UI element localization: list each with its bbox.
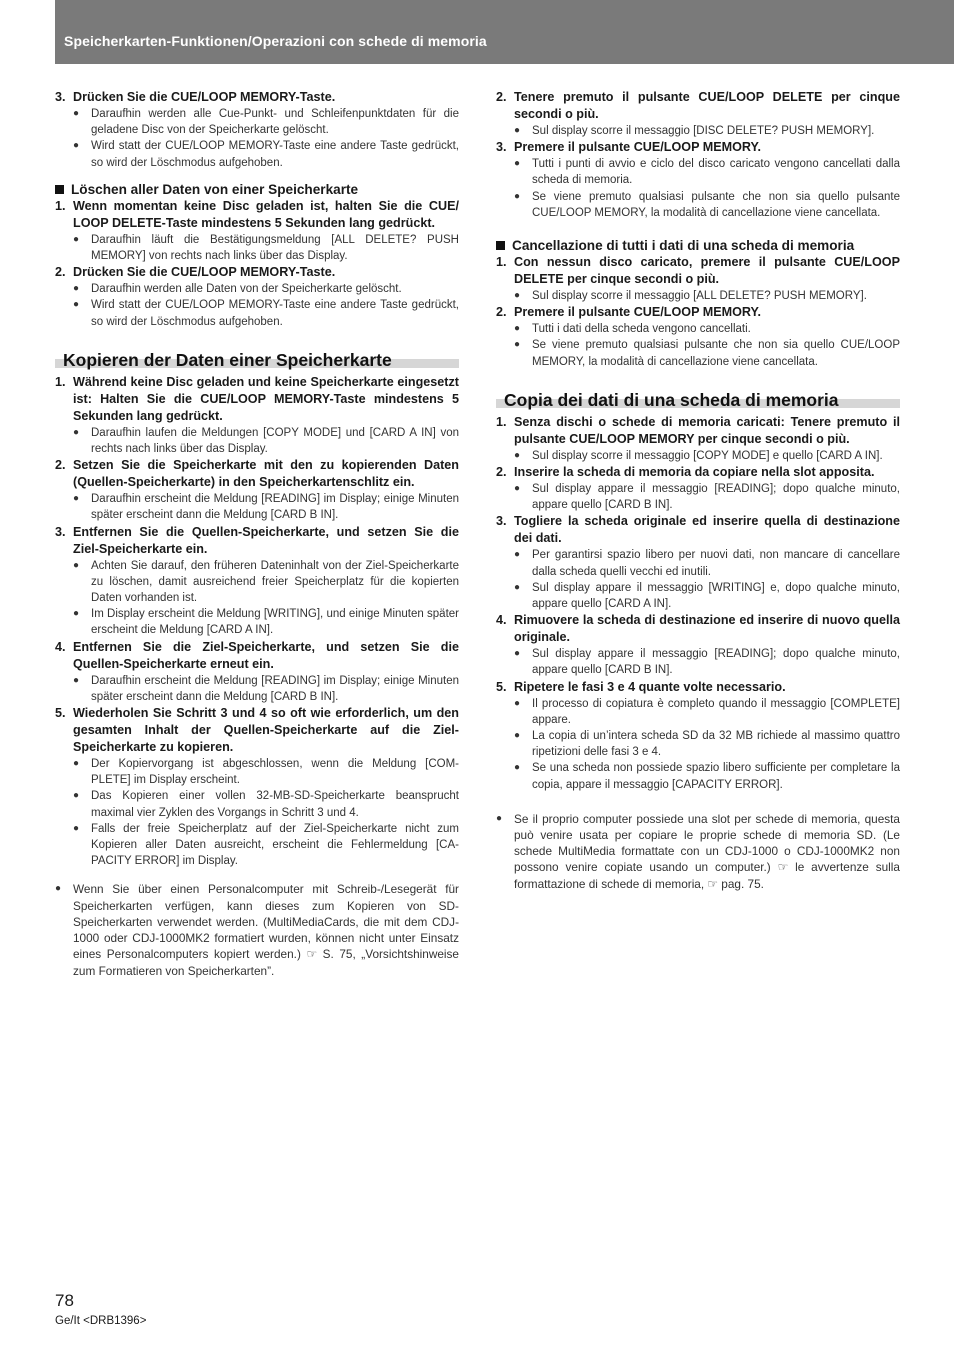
page-number: 78 (55, 1291, 74, 1310)
list-item: ● Der Kopiervorgang ist abgeschlossen, wenn die Meldung [COM- PLETE] im Display erscheint. (55, 756, 459, 788)
list-item: ● Daraufhin erscheint die Meldung [READING] im Display; einige Minuten später erscheint dann die Meldung [CARD B IN]. (55, 491, 459, 523)
list-item: ● Sul display appare il messaggio [READING]; dopo qualche minuto, appare quello [CARD B IN]. (496, 481, 900, 513)
list-item: ● Wird statt der CUE/LOOP MEMORY-Taste eine andere Taste gedrückt, so wird der Löschmodus aufgehoben. (55, 138, 459, 170)
list-item: ● Tutti i punti di avvio e ciclo del disco caricato vengono cancellati dalla scheda di memoria. (496, 156, 900, 188)
list-item: ● Se viene premuto qualsiasi pulsante che non sia quello CUE/LOOP MEMORY, la modalità di cancellazione viene cancellata. (496, 337, 900, 369)
list-item: ● Daraufhin läuft die Bestätigungsmeldung [ALL DELETE? PUSH MEMORY] von rechts nach links über das Display. (55, 232, 459, 264)
bullet-icon: ● (514, 290, 521, 302)
bullet-list (496, 696, 900, 793)
step: 2. Inserire la scheda di memoria da copiare nella slot apposita. (496, 465, 875, 480)
list-item: ● Das Kopieren einer vollen 32-MB-SD-Speicherkarte beansprucht maximal vier Zyklen des Vorgangs in Schritt 3 und 4. (55, 788, 459, 820)
step: 3. Drücken Sie die CUE/LOOP MEMORY-Taste. (55, 89, 459, 106)
bullet-icon: ● (73, 233, 80, 245)
bullet-icon: ● (73, 299, 80, 311)
square-icon (496, 241, 505, 250)
subheading: Löschen aller Daten von einer Speicherkarte (55, 181, 459, 198)
list-item: ● Sul display scorre il messaggio [COPY MODE] e quello [CARD A IN]. (496, 448, 900, 464)
bullet-icon: ● (514, 549, 521, 561)
bullet-icon: ● (514, 581, 521, 593)
bullet-icon: ● (514, 449, 521, 461)
step: 1. Wenn momentan keine Disc geladen ist, halten Sie die CUE/ LOOP DELETE-Taste mindestens 5 Sekunden lang gedrückt. (55, 198, 459, 230)
bullet-list (496, 481, 900, 513)
note: ● Wenn Sie über einen Personalcomputer mit Schreib-/Lesegerät für Speicherkarten verfügen, kann dieses zum Kopieren von SD-Speicherkarten verwendet werden. (MultiMediaCards, die mit dem CDJ-1000 oder CDJ-1000MK2 formatiert wurden, können nicht unter Einsatz eines Personalcomputers kopiert werden.) ☞ S. 75, „Vorsichtshinweise zum Formatieren von Speicherkarten”. (55, 882, 459, 978)
list-item: ● Il processo di copiatura è completo quando il messaggio [COMPLETE] appare. (496, 696, 900, 728)
document-code: Ge/It <DRB1396> (55, 1315, 147, 1327)
step-text: Drücken Sie die CUE/LOOP MEMORY-Taste. (73, 90, 336, 104)
list-item: ● Daraufhin werden alle Daten von der Speicherkarte gelöscht. (55, 281, 459, 297)
bullet-icon: ● (73, 108, 80, 119)
bullet-list (496, 448, 900, 464)
bullet-icon: ● (514, 762, 521, 774)
bullet-icon: ● (73, 790, 80, 802)
right-column (496, 89, 900, 892)
note: ● Se il proprio computer possiede una slot per schede di memoria, questa può venire usata per copiare le proprie schede di memoria SD. (Le schede MultiMedia formattate con un CDJ-1000 o CDJ-1000MK2 non possono venire copiate usando un computer.) ☞ le avvertenze sulla formattazione di schede di memoria, ☞ pag. 75. (496, 811, 900, 891)
bullet-list (496, 547, 900, 612)
subheading: Cancellazione di tutti i dati di una scheda di memoria (496, 237, 900, 254)
list-item: ● Falls der freie Speicherplatz auf der Ziel-Speicherkarte nicht zum Kopieren aller Daten ausreicht, erscheint die Fehlermeldung [CA- PACITY ERROR] im Display. (55, 821, 459, 870)
bullet-icon: ● (496, 812, 503, 824)
bullet-icon: ● (73, 559, 80, 571)
list-item: ● Im Display erscheint die Meldung [WRITING], und einige Minuten später erscheint die Meldung [CARD A IN]. (55, 606, 459, 638)
page-title: Speicherkarten-Funktionen/Operazioni con schede di memoria (64, 33, 487, 49)
bullet-list (496, 646, 900, 678)
section-heading: Copia dei dati di una scheda di memoria (496, 386, 900, 408)
list-item: ● Sul display appare il messaggio [READING]; dopo qualche minuto, appare quello [CARD B IN]. (496, 646, 900, 678)
list-item: ● Per garantirsi spazio libero per nuovi dati, non mancare di cancellare dalla scheda quelli vecchi ed inutili. (496, 547, 900, 579)
list-item: ● Se una scheda non possiede spazio libero sufficiente per completare la copia, appare il messaggio [CAPACITY ERROR]. (496, 760, 900, 792)
list-item: ● Sul display scorre il messaggio [ALL DELETE? PUSH MEMORY]. (496, 288, 900, 304)
bullet-icon: ● (73, 608, 80, 620)
bullet-list (55, 558, 459, 639)
bullet-icon: ● (73, 140, 80, 152)
bullet-icon: ● (514, 483, 521, 495)
list-item: ● Tutti i dati della scheda vengono cancellati. (496, 321, 900, 337)
step: 4. Entfernen Sie die Ziel-Speicherkarte, und setzen Sie die Quellen-Speicherkarte erneut ein. (55, 639, 459, 671)
bullet-icon: ● (73, 674, 80, 686)
step: 2. Drücken Sie die CUE/LOOP MEMORY-Taste. (55, 265, 336, 280)
bullet-icon: ● (73, 758, 80, 770)
bullet-list (55, 425, 459, 457)
list-item: ● Daraufhin erscheint die Meldung [READING] im Display; einige Minuten später erscheint dann die Meldung [CARD B IN]. (55, 673, 459, 705)
step: 5. Ripetere le fasi 3 e 4 quante volte necessario. (496, 679, 786, 694)
square-icon (55, 185, 64, 194)
bullet-list (55, 673, 459, 705)
bullet-icon: ● (514, 697, 521, 709)
bullet-icon: ● (514, 730, 521, 742)
bullet-list (496, 123, 900, 139)
step: 2. Setzen Sie die Speicherkarte mit den zu kopierenden Daten (Quellen-Speicherkarte) in den Speicherkartenschlitz ein. (55, 458, 459, 490)
bullet-icon: ● (514, 190, 521, 202)
bullet-list (55, 756, 459, 869)
list-item: ● Sul display scorre il messaggio [DISC DELETE? PUSH MEMORY]. (496, 123, 900, 139)
step: 2. Tenere premuto il pulsante CUE/LOOP DELETE per cinque secondi o più. (496, 90, 900, 121)
left-column (55, 89, 459, 979)
bullet-icon: ● (73, 493, 80, 505)
step: 3. Togliere la scheda originale ed inserire quella di destinazione dei dati. (496, 514, 900, 546)
bullet-list (55, 491, 459, 523)
bullet-list (55, 106, 459, 171)
bullet-icon: ● (73, 822, 80, 834)
bullet-icon: ● (514, 648, 521, 660)
bullet-icon: ● (73, 426, 80, 438)
list-item: ● Sul display appare il messaggio [WRITING] e, dopo qualche minuto, appare quello [CARD A IN]. (496, 580, 900, 612)
step: 4. Rimuovere la scheda di destinazione ed inserire di nuovo quella originale. (496, 613, 900, 645)
step: 2. Premere il pulsante CUE/LOOP MEMORY. (496, 305, 762, 320)
list-item: ● Wird statt der CUE/LOOP MEMORY-Taste eine andere Taste gedrückt, so wird der Löschmodus aufgehoben. (55, 297, 459, 329)
header-bar (55, 0, 954, 64)
bullet-list (55, 281, 459, 330)
list-item: ● Achten Sie darauf, den früheren Dateninhalt von der Ziel-Speicherkarte zu löschen, damit ausreichend freier Speicherplatz für die kopierten Daten vorhanden ist. (55, 558, 459, 607)
bullet-icon: ● (55, 883, 62, 895)
list-item: ● Daraufhin werden alle Cue-Punkt- und Schleifenpunktdaten für die geladene Disc von der Speicherkarte gelöscht. (55, 106, 459, 138)
section-heading: Kopieren der Daten einer Speicherkarte (55, 346, 459, 368)
bullet-icon: ● (514, 158, 521, 170)
step: 3. Entfernen Sie die Quellen-Speicherkarte, und setzen Sie die Ziel-Speicherkarte ein. (55, 524, 459, 556)
bullet-list (496, 321, 900, 370)
bullet-icon: ● (514, 125, 521, 136)
bullet-icon: ● (514, 323, 521, 335)
bullet-list (55, 232, 459, 264)
bullet-icon: ● (73, 283, 80, 295)
list-item: ● Daraufhin laufen die Meldungen [COPY MODE] und [CARD A IN] von rechts nach links über das Display. (55, 425, 459, 457)
list-item: ● La copia di un’intera scheda SD da 32 MB richiede al massimo quattro ripetizioni delle fasi 3 e 4. (496, 728, 900, 760)
bullet-list (496, 156, 900, 221)
bullet-list (496, 288, 900, 304)
step: 3. Premere il pulsante CUE/LOOP MEMORY. (496, 140, 762, 155)
step: 1. Senza dischi o schede di memoria caricati: Tenere premuto il pulsante CUE/LOOP MEMORY per cinque secondi o più. (496, 414, 900, 446)
bullet-icon: ● (514, 339, 521, 351)
step: 1. Con nessun disco caricato, premere il pulsante CUE/LOOP DELETE per cinque secondi o più. (496, 255, 900, 287)
list-item: ● Se viene premuto qualsiasi pulsante che non sia quello pulsante CUE/LOOP MEMORY, la modalità di cancellazione viene cancellata. (496, 189, 900, 221)
step: 1. Während keine Disc geladen und keine Speicherkarte eingesetzt ist: Halten Sie die CUE/LOOP MEMORY-Taste mindestens 5 Sekunden lang gedrückt. (55, 374, 459, 423)
step: 5. Wiederholen Sie Schritt 3 und 4 so oft wie erforderlich, um den gesamten Inhalt der Quellen-Speicherkarte auf die Ziel-Speicherkarte zu kopieren. (55, 706, 459, 755)
